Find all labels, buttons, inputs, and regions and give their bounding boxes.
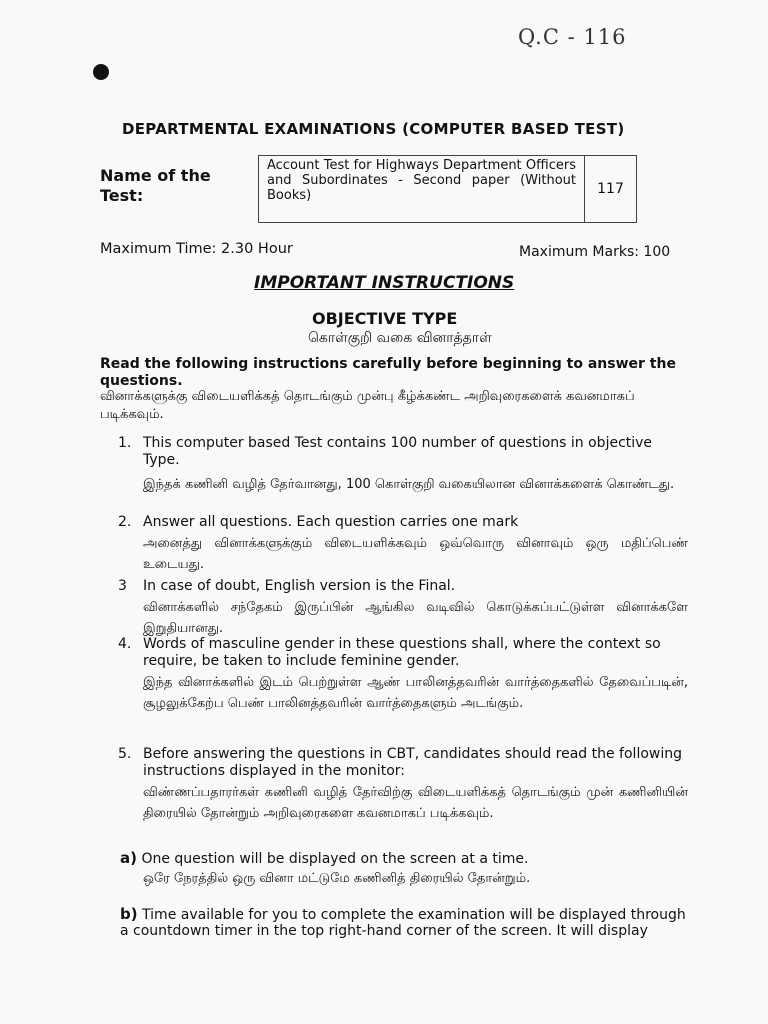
instruction-item	[118, 514, 688, 575]
item-number: 2.	[118, 514, 132, 530]
sub-instruction-item	[120, 906, 690, 939]
sub-item-label: a)	[120, 849, 137, 867]
item-english: This computer based Test contains 100 number of questions in objective Type.	[143, 435, 653, 468]
department-title: DEPARTMENTAL EXAMINATIONS (COMPUTER BASED TEST)	[122, 120, 625, 138]
instruction-item	[118, 578, 688, 639]
objective-type-heading-tamil: கொள்குறி வகை வினாத்தாள்	[308, 330, 492, 346]
item-tamil: இந்தக் கணினி வழித் தேர்வானது, 100 கொள்குறி வகையிலான வினாக்களைக் கொண்டது.	[143, 477, 675, 492]
item-tamil: இந்த வினாக்களில் இடம் பெற்றுள்ள ஆண் பாலினத்தவரின் வார்த்தைகளில் தேவைப்படின், சூழலுக்கேற்ப பெண் பாலினத்தவரின் வார்த்தைகளும் அடங்கும்.	[143, 675, 688, 711]
item-english: Words of masculine gender in these questions shall, where the context so require, be taken to include feminine gender.	[143, 636, 661, 669]
item-number: 5.	[118, 746, 132, 762]
maximum-time: Maximum Time: 2.30 Hour	[100, 241, 293, 257]
test-code-cell: 117	[597, 181, 624, 197]
read-instructions-english: Read the following instructions carefully before beginning to answer the questions.	[100, 356, 676, 389]
handwritten-code: Q.C - 116	[518, 25, 627, 49]
item-tamil: அனைத்து வினாக்களுக்கும் விடையளிக்கவும் ஒவ்வொரு வினாவும் ஒரு மதிப்பெண் உடையது.	[143, 536, 688, 572]
sub-item-text: Time available for you to complete the examination will be displayed through a countdown timer in the top right-hand corner of the screen. It will display	[120, 907, 686, 939]
important-instructions-heading: IMPORTANT INSTRUCTIONS	[254, 273, 515, 293]
instruction-item	[118, 636, 688, 714]
sub-item-label: b)	[120, 905, 138, 923]
test-name-label: Name of the Test:	[100, 166, 211, 205]
sub-item-english	[120, 850, 690, 867]
item-number: 1.	[118, 435, 132, 451]
item-number: 4.	[118, 636, 132, 652]
instruction-item	[118, 435, 688, 495]
punch-hole-mark	[93, 64, 109, 80]
maximum-marks: Maximum Marks: 100	[519, 244, 671, 260]
objective-type-heading: OBJECTIVE TYPE	[312, 309, 458, 328]
item-tamil: வினாக்களில் சந்தேகம் இருப்பின் ஆங்கில வடிவில் கொடுக்கப்பட்டுள்ள வினாக்களே இறுதியானது.	[143, 600, 688, 636]
sub-instruction-item	[120, 850, 690, 889]
item-english: Answer all questions. Each question carries one mark	[143, 514, 519, 530]
sub-item-text: One question will be displayed on the screen at a time.	[141, 851, 529, 867]
read-instructions-tamil: வினாக்களுக்கு விடையளிக்கத் தொடங்கும் முன்பு கீழ்க்கண்ட அறிவுரைகளைக் கவனமாகப் படிக்கவும்.	[100, 389, 635, 422]
instruction-item	[118, 746, 688, 824]
test-name-cell: Account Test for Highways Department Officers and Subordinates - Second paper (Without Books)	[259, 156, 585, 222]
sub-item-tamil: ஒரே நேரத்தில் ஒரு வினா மட்டுமே கணினித் திரையில் தோன்றும்.	[143, 871, 531, 886]
item-tamil: விண்ணப்பதாரர்கள் கணினி வழித் தேர்விற்கு விடையளிக்கத் தொடங்கும் முன் கணினியின் திரையில் தோன்றும் அறிவுரைகளை கவனமாகப் படிக்கவும்.	[143, 785, 688, 821]
sub-item-english	[120, 906, 690, 939]
item-number: 3	[118, 578, 127, 594]
item-english: Before answering the questions in CBT, candidates should read the following instructions displayed in the monitor:	[143, 746, 682, 779]
item-english: In case of doubt, English version is the Final.	[143, 578, 456, 594]
test-name-table	[258, 155, 637, 223]
